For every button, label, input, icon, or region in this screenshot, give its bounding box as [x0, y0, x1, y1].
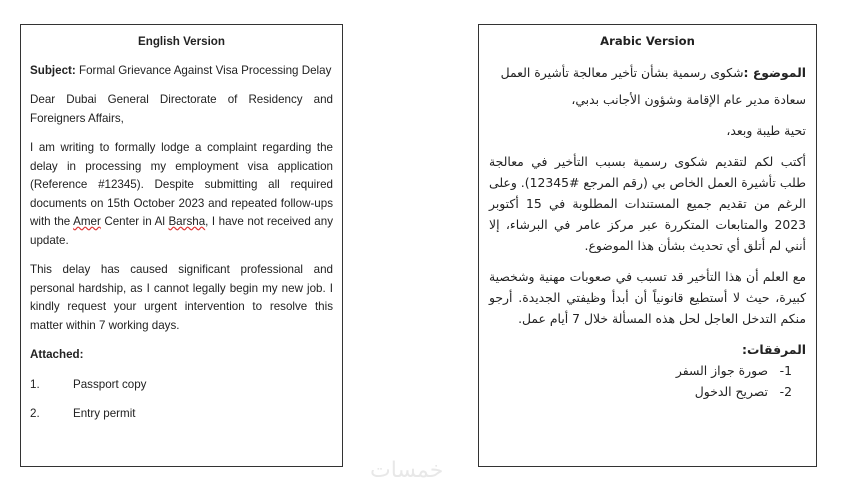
arabic-subject-text: شكوى رسمية بشأن تأخير معالجة تأشيرة العمل	[500, 65, 744, 80]
arabic-attachment-num: 2-	[779, 384, 792, 399]
english-attachment-item	[30, 376, 333, 395]
english-subject-text: Formal Grievance Against Visa Processing Delay	[78, 63, 332, 77]
english-para1-barsha: Barsha	[168, 215, 206, 228]
arabic-greeting: تحية طيبة وبعد،	[726, 123, 806, 138]
english-attachment-num: 2.	[30, 407, 40, 420]
arabic-subject-label: الموضوع :	[743, 65, 806, 80]
watermark-logo: خمسات	[370, 458, 444, 483]
english-salutation: Dear Dubai General Directorate of Residency and Foreigners Affairs,	[30, 93, 333, 125]
english-attachment-item	[30, 405, 333, 424]
arabic-attachment-item	[489, 381, 806, 402]
arabic-paragraph-2: مع العلم أن هذا التأخير قد تسبب في صعوبات مهنية وشخصية كبيرة، حيث لا أستطيع قانونياً أن أبدأ وظيفتي الجديدة. أرجو منكم التدخل العاجل لحل هذه المسألة خلال 7 أيام عمل.	[489, 269, 806, 326]
english-paragraph-1	[30, 139, 333, 250]
english-subject-label: Subject:	[30, 63, 76, 77]
english-para1-mid: Center in Al	[100, 215, 169, 228]
english-title: English Version	[138, 35, 225, 48]
english-subject	[30, 62, 333, 81]
arabic-version-panel	[478, 24, 817, 467]
english-attached-label	[30, 346, 333, 365]
english-para1-end: , I have not received any update.	[30, 215, 333, 247]
arabic-paragraph-1: أكتب لكم لتقديم شكوى رسمية بسبب التأخير في معالجة طلب تأشيرة العمل الخاص بي (رقم المرجع #12345). وعلى الرغم من تقديم جميع المستندات المطلوبة في 15 أكتوبر 2023 والمتابعات المتكررة عبر مركز عامر في البرشاء، إلا أنني لم أتلق أي تحديث بشأن هذا الموضوع.	[489, 154, 806, 253]
english-attachment-text: Passport copy	[73, 377, 147, 391]
arabic-attachment-item	[489, 360, 806, 381]
english-version-panel	[20, 24, 343, 467]
english-attachment-num: 1.	[30, 377, 40, 391]
arabic-subject	[489, 62, 806, 83]
english-para1-start: I am writing to formally lodge a complaint regarding the delay in processing my employment visa application (Reference #12345). Despite submitting all required documents on 15th October 2023 and repeated follow-ups with the	[30, 141, 333, 228]
english-attached-label-text: Attached:	[30, 348, 84, 361]
english-para1-amer: Amer	[73, 215, 101, 228]
arabic-attachment-num: 1-	[779, 363, 792, 378]
arabic-attached-label-text: المرفقات:	[741, 342, 806, 357]
english-attachment-text: Entry permit	[73, 407, 136, 420]
arabic-attachment-text: صورة جواز السفر	[675, 363, 768, 378]
english-paragraph-2: This delay has caused significant professional and personal hardship, as I cannot legally begin my new job. I kindly request your urgent intervention to resolve this matter within 7 working days.	[30, 263, 333, 332]
arabic-attached-label	[489, 339, 806, 360]
arabic-title: Arabic Version	[600, 34, 695, 48]
arabic-attachment-text: تصريح الدخول	[694, 384, 768, 399]
arabic-salutation: سعادة مدير عام الإقامة وشؤون الأجانب بدبي،	[571, 92, 806, 107]
